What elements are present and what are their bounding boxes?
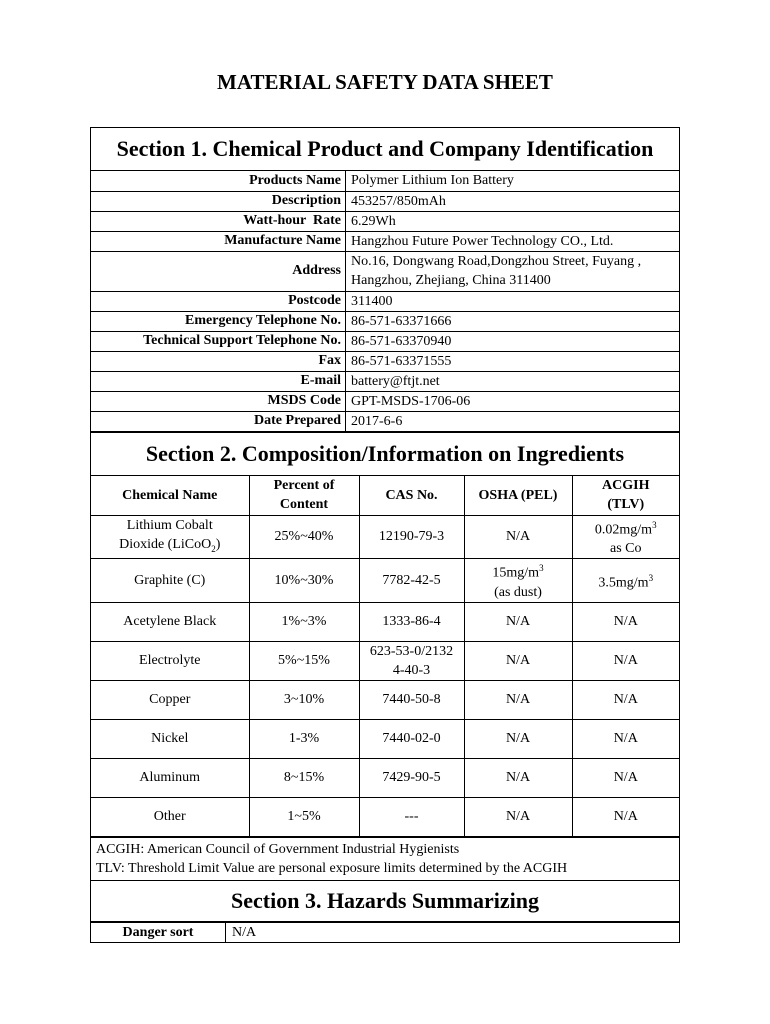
percent-cell: 1%~3% [249,602,359,641]
percent-cell: 5%~15% [249,641,359,680]
cas-cell: 7429-90-5 [359,758,464,797]
danger-sort-value: N/A [226,922,680,942]
chemical-name-cell: Nickel [91,719,249,758]
note-tlv: TLV: Threshold Limit Value are personal exposure limits determined by the ACGIH [96,860,568,876]
percent-cell: 1~5% [249,797,359,836]
osha-cell: N/A [464,641,572,680]
col-header-chemical-name: Chemical Name [91,476,249,516]
col-header-percent-line2: Content [279,497,329,512]
percent-cell: 8~15% [249,758,359,797]
address-line-1: No.16, Dongwang Road,Dongzhou Street, Fuyang , [351,254,642,269]
chemical-subscript: 2 [211,543,216,554]
table-row [91,559,679,603]
chemical-name-cell: Graphite (C) [91,559,249,603]
percent-cell: 10%~30% [249,559,359,603]
note-acgih: ACGIH: American Council of Government Industrial Hygienists [96,841,460,857]
acgih-cell: N/A [572,719,679,758]
chemical-name-cell: Electrolyte [91,641,249,680]
col-header-cas: CAS No. [359,476,464,516]
acgih-cell: N/A [572,680,679,719]
chemical-name-cell: Copper [91,680,249,719]
section3-heading: Section 3. Hazards Summarizing [91,880,679,922]
osha-cell [464,559,572,603]
id-value: Polymer Lithium Ion Battery [346,171,680,191]
acgih-line2: as Co [610,541,642,557]
id-value: 6.29Wh [346,211,680,231]
acgih-cell: N/A [572,602,679,641]
table-row [91,680,679,719]
id-row-products-name [91,171,679,191]
acgih-superscript: 3 [652,519,657,530]
danger-sort-row [91,922,679,942]
chemical-name-cell: Acetylene Black [91,602,249,641]
osha-line1 [465,559,572,583]
id-value-multiline [346,251,680,291]
col-header-acgih [572,476,679,516]
osha-cell: N/A [464,758,572,797]
id-label: Date Prepared [91,411,346,431]
page-title: MATERIAL SAFETY DATA SHEET [217,70,553,94]
osha-cell: N/A [464,602,572,641]
id-value: battery@ftjt.net [346,371,680,391]
id-row-tech-support-phone [91,331,679,351]
cas-cell: --- [359,797,464,836]
acgih-cell: N/A [572,758,679,797]
composition-header-row [91,476,679,516]
acgih-superscript: 3 [648,572,654,583]
id-value: 86-571-63371666 [346,311,680,331]
id-value: 453257/850mAh [346,191,680,211]
id-value: 86-571-63370940 [346,331,680,351]
id-label: Technical Support Telephone No. [91,331,346,351]
address-line-2: Hangzhou, Zhejiang, China 311400 [351,273,551,288]
cas-cell: 7440-50-8 [359,680,464,719]
percent-cell: 25%~40% [249,515,359,559]
col-header-percent-line1: Percent of [273,478,335,493]
acgih-cell [572,559,679,603]
id-row-fax [91,351,679,371]
chemical-name-text: Dioxide (LiCoO [119,536,212,552]
id-label: Products Name [91,171,346,191]
cas-cell: 12190-79-3 [359,515,464,559]
id-label: Description [91,191,346,211]
id-row-msds-code [91,391,679,411]
col-header-percent [249,476,359,516]
table-row [91,719,679,758]
id-row-date-prepared [91,411,679,431]
col-header-acgih-line1: ACGIH [602,478,650,493]
section2-heading: Section 2. Composition/Information on Ingredients [91,432,679,476]
chemical-name-cell: Other [91,797,249,836]
cas-cell [359,641,464,680]
chemical-name-text: ) [215,536,221,552]
id-row-emergency-phone [91,311,679,331]
acgih-text: 0.02mg/m [594,522,653,538]
acgih-cell [572,515,679,559]
hazards-table [91,922,679,942]
cas-line2: 4-40-3 [392,662,431,678]
id-value: 86-571-63371555 [346,351,680,371]
id-label: Emergency Telephone No. [91,311,346,331]
percent-cell: 1-3% [249,719,359,758]
cas-cell: 7440-02-0 [359,719,464,758]
osha-cell: N/A [464,719,572,758]
section1-heading: Section 1. Chemical Product and Company Identification [91,128,679,171]
id-row-manufacture [91,231,679,251]
table-row [91,515,679,559]
cas-line1: 623-53-0/2132 [369,643,454,659]
acgih-cell: N/A [572,641,679,680]
id-value: GPT-MSDS-1706-06 [346,391,680,411]
id-row-postcode [91,291,679,311]
id-label: E-mail [91,371,346,391]
id-label: Postcode [91,291,346,311]
chemical-name-line1: Lithium Cobalt [126,517,213,533]
table-row [91,758,679,797]
id-label: Manufacture Name [91,231,346,251]
chemical-name-cell: Aluminum [91,758,249,797]
table-row [91,641,679,680]
osha-cell: N/A [464,680,572,719]
identification-table [91,171,679,432]
abbreviation-notes [91,837,679,880]
id-label: Watt-hour Rate [91,211,346,231]
cas-cell: 1333-86-4 [359,602,464,641]
id-label: Address [91,251,346,291]
chemical-name-line2 [91,535,249,559]
id-row-email [91,371,679,391]
id-row-watt-hour [91,211,679,231]
cas-cell: 7782-42-5 [359,559,464,603]
id-value: 311400 [346,291,680,311]
danger-sort-label: Danger sort [91,922,226,942]
id-value: 2017-6-6 [346,411,680,431]
id-label: Fax [91,351,346,371]
osha-cell: N/A [464,515,572,559]
osha-line2: (as dust) [494,584,542,600]
msds-sheet [90,127,680,943]
percent-cell: 3~10% [249,680,359,719]
composition-table [91,476,679,837]
col-header-osha: OSHA (PEL) [464,476,572,516]
table-row [91,602,679,641]
table-row [91,797,679,836]
id-row-address [91,251,679,291]
id-row-description [91,191,679,211]
chemical-name-cell [91,515,249,559]
osha-cell: N/A [464,797,572,836]
acgih-cell: N/A [572,797,679,836]
acgih-text: 3.5mg/m [598,575,649,591]
id-value: Hangzhou Future Power Technology CO., Ltd. [346,231,680,251]
acgih-line1 [573,516,680,540]
osha-text: 15mg/m [492,565,540,581]
osha-superscript: 3 [539,563,544,574]
id-label: MSDS Code [91,391,346,411]
col-header-acgih-line2: (TLV) [607,497,645,512]
